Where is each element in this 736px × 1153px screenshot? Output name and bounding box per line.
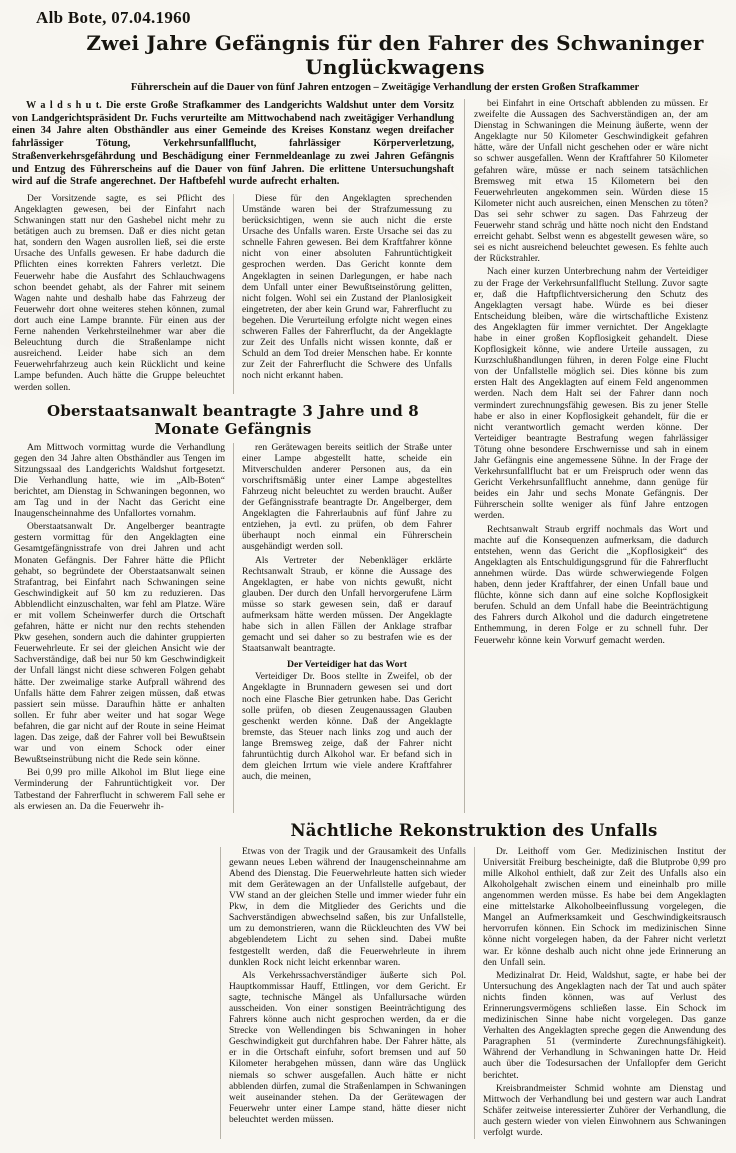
main-headline: Zwei Jahre Gefängnis für den Fahrer des Schwaninger Unglückwagens (86, 31, 704, 79)
column-1 (12, 194, 233, 394)
article-paragraph: Rechtsanwalt Straub ergriff nochmals das Wort und machte auf die Konsequenzen aufmerksam, die dadurch entstehen, wenn das Gericht die „Kopflosigkeit“ des Angeklagten als Entschuldigungsgrund für die Fahrerflucht annehmen würde. Das würde schwerwiegende Folgen haben, denn jeder Kraftfahrer, der einen Unfall baue und flüchte, könne sich dann auf eine solche Kopflosigkeit berufen. Schuld an dem Unfall habe die Beeinträchtigung des Fahrers durch Alkohol und die dadurch eingetretene Enthemmung, in deren Folge er zu schnell fuhr. Der Feuerwehr könne kein Vorwurf gemacht werden. (474, 524, 708, 646)
article-paragraph: Dr. Leithoff vom Ger. Medizinischen Institut der Universität Freiburg bescheinigte, daß die Blutprobe 0,99 pro mille Alkohol enthielt, daß zur Zeit des Unfalls also ein Alkoholgehalt zwischen einem und eineinhalb pro mille angenommen werden müsse. Es habe bei dem Angeklagten eine mittelstarke Alkoholbeeinflussung vorgelegen, die Mangel an Aufmerksamkeit und Geschwindigkeitsrausch hervorrufen können. Ein Schock im medizinischen Sinne könne nicht vorgelegen haben, da der Fahrer nicht verletzt war. Er könne deshalb auch nicht ohne jede Erinnerung an den Unfall sein. (483, 846, 726, 968)
column-1 (12, 443, 233, 813)
article-paragraph: Nach einer kurzen Unterbrechung nahm der Verteidiger zu der Frage der Verkehrsunfallflucht Stellung. Zuvor sagte er, daß die Haftpflichtversicherung den Schutz des Angeklagten versagt habe. Würde es bei dieser Entscheidung bleiben, wäre die wirtschaftliche Existenz des Angeklagten für immer vernichtet. Der Angeklagte habe in einer großen Kopflosigkeit gehandelt. Diese Kopflosigkeit könne, wie andere Urteile aussagen, zu Kurzschlußhandlungen führen, in deren Folge eine Flucht von der Unfallstelle möglich sei. Dies könne bis zum ersten Halt des Angeklagten auf einem Feld angenommen werden. Nach dem Halt sei der Fahrer dann noch vermindert zurechnungsfähig gewesen. Bis zu jener Stelle habe er also in einer Kopflosigkeit gehandelt, für die er nicht verantwortlich gemacht werden könne. Der Verteidiger beantragte Bestrafung wegen fahrlässiger Tötung ohne besondere Erschwernisse und sah in einem Jahr Gefängnis eine angemessene Sühne. In der Frage der Verkehrsunfallflucht bat er um Freispruch oder wenn das Gericht Verkehrsunfallflucht annehme, dann genüge für beides ein Jahr und sechs Monate Gefängnis. Der Führerschein sollte weniger als fünf Jahre entzogen werden. (474, 267, 708, 522)
bottom-column-2 (474, 847, 728, 1139)
bottom-column-pair (220, 847, 728, 1139)
article-paragraph: Oberstaatsanwalt Dr. Angelberger beantragte gestern vormittag für den Angeklagten eine Gesamtgefängnisstrafe von drei Jahren und acht Monaten Gefängnis. Der Fahrer hätte die Pflicht gehabt, so begründete der Oberstaatsanwalt seinen Strafantrag, bei Einfahrt nach Schwaningen seine Geschwindigkeit auf 50 km zu reduzieren. Das Abblendlicht einzuschalten, war fehl am Platze. Wäre er mit vollem Scheinwerfer durch die Ortschaft gefahren, hätte er nicht nur den rechts stehenden Pkw gesehen, sondern auch die dahinter gruppierten Feuerwehrleute. Er sei der gleichen Ansicht wie der Sachverständige, daß bei nur 50 km Geschwindigkeit der Unfall längst nicht diese schweren Folgen gehabt hätte. Der zweimalige starke Aufprall während des Unfalls hätte dem Fahrer zeigen müssen, daß etwas passiert sein müsse. Daraufhin hätte er anhalten sollen. Er fuhr aber weiter und hat sogar Wege befahren, die gar nicht auf der Route in seine Heimat lagen. Das zeige, daß der Fahrer voll bei Bewußtsein war und von einem Schock oder einer Bewußtseinstrübung nicht die Rede sein könne. (14, 522, 225, 766)
sub-section-headline-defender: Der Verteidiger hat das Wort (286, 659, 407, 671)
article-paragraph: Diese für den Angeklagten sprechenden Umstände waren bei der Strafzumessung zu berücksichtigen, wenn sie auch nicht die erste Ursache des Unfalls waren. Erste Ursache sei das zu schnelle Fahren gewesen. Bei dem Kraftfahrer könne nicht von einer absoluten Fahruntüchtigkeit gesprochen werden. Das Gericht konnte dem Angeklagten in seinen Darlegungen, er habe nach dem Unfall unter einer Bewußtseinstörung gelitten, nicht folgen. Wohl sei ein Zustand der Planlosigkeit eingetreten, der aber kein Grund war, Fahrerflucht zu begehen. Die Verurteilung erfolgte nicht wegen eines schweren Falles der Fahrerflucht, da der Angeklagte zur Zeit des Unfalls nicht wissen konnte, daß er Schuld an dem Tod dreier Menschen habe. Er konnte zur Zeit der Fahrerflucht die Schwere des Unfalls noch nicht erkannt haben. (242, 193, 452, 382)
lead-paragraph: W a l d s h u t. Die erste Große Strafkammer des Landgerichts Waldshut unter dem Vorsitz von Landgerichtspräsident Dr. Fuchs verurteilte am Mittwochabend nach zweitägiger Verhandlung einen 34 Jahre alten Obsthändler aus einer Gemeinde des Kreises Konstanz wegen dreifacher fahrlässiger Tötung, Verkehrsunfallflucht, fahrlässiger Körperverletzung, Straßenverkehrsgefährdung und Beschädigung einer Fernmeldeanlage zu zwei Jahren Gefängnis und Entzug des Führerscheins auf die Dauer von fünf Jahren. Die erlittene Untersuchungshaft wird auf die Strafe angerechnet. Der Haftbefehl wurde aufrecht erhalten. (12, 100, 454, 188)
article-paragraph: Etwas von der Tragik und der Grausamkeit des Unfalls gewann neues Leben während der Inaugenscheinnahme am Abend des Dienstag. Die Feuerwehrleute hatten sich wieder mit dem Gerätewagen an der Unfallstelle aufgebaut, der VW stand an der gleichen Stelle und immer wieder fuhr ein Pkw, in dem die Mitglieder des Gerichts und die Sachverständigen abwechselnd saßen, bis zur Unfallstelle, um zu demonstrieren, wann die Rückleuchten des VW bei abgeblendetem Licht zu sehen sind. Dabei mußte festgestellt werden, daß die Feuerwehrleute in ihrem dunklen Rock nicht leicht erkennbar waren. (229, 846, 466, 968)
article-paragraph: bei Einfahrt in eine Ortschaft abblenden zu müssen. Er zweifelte die Aussagen des Sachverständigen an, der am Dienstag in Schwaningen die Meinung äußerte, wenn der Angeklagte nur 50 Kilometer Geschwindigkeit gefahren hätte, wäre der Unfall nicht geschehen oder er wäre nicht so schwer ausgefallen. Wenn der Kraftfahrer 50 Kilometer gefahren wäre, müsse er nach seinem tatsächlichen Bremsweg mit etwa 15 Kilometern bei den Feuerwehrleuten angekommen sein. Würden diese 15 Kilometer nicht auch ausreichen, einen Menschen zu töten? Das sei sehr schwer zu sagen. Das Fahrzeug der Feuerwehr stand schräg und hätte noch nicht den Endstand erreicht gehabt. Selbst wenn es abgestellt gewesen wäre, so sei es nicht ausreichend beleuchtet gewesen. Es fehlte auch der Rückstrahler. (474, 99, 708, 265)
dateline: Alb Bote, 07.04.1960 (36, 8, 191, 27)
column-2 (233, 443, 454, 813)
article-paragraph: Kreisbrandmeister Schmid wohnte am Dienstag und Mittwoch der Verhandlung bei und gestern war auch Landrat Schäfer zeitweise interessierter Zuhörer der Verhandlung, die auch gestern wieder von vielen Einwohnern aus Schwaningen verfolgt wurde. (483, 1083, 726, 1139)
article-paragraph: Medizinalrat Dr. Heid, Waldshut, sagte, er habe bei der Untersuchung des Angeklagten nach der Tat und auch später nichts finden können, was auf Verlust des Erinnerungsvermögens schließen lasse. Ein Schock im medizinischen Sinne habe nicht vorgelegen. Das ganze Verhalten des Angeklagten spreche gegen die Anwendung des Paragraphen 51 (verminderte Zurechnungsfähigkeit). Während der Verhandlung in Schwaningen hatte Dr. Heid auch über die Todesursachen der Unfallopfer dem Gericht berichtet. (483, 970, 726, 1081)
article-paragraph: Verteidiger Dr. Boos stellte in Zweifel, ob der Angeklagte in Brunnadern gewesen sei und dort noch eine Flasche Bier getrunken habe. Das Gericht solle prüfen, ob diesen Zeugenaussagen Glauben geschenkt werden könne. Daß der Angeklagte bremste, das Steuer nach links zog und auch der lange Bremsweg zeige, daß der Fahrer nicht fahruntüchtig durch Alkohol war. Er befand sich in dem gleichen Irrtum wie viele andere Kraftfahrer auch, die meinen, (242, 672, 452, 783)
column-pair-1 (12, 194, 454, 394)
section-headline-prosecutor: Oberstaatsanwalt beantragte 3 Jahre und 8 Monate Gefängnis (47, 401, 419, 438)
article-paragraph: Am Mittwoch vormittag wurde die Verhandlung gegen den 34 Jahre alten Obsthändler aus Tengen im Sitzungssaal des Landgerichts Waldshut fortgesetzt. Die Verhandlung hatte, wie im „Alb-Boten“ berichtet, am Dienstag in Schwaningen begonnen, wo am Tag und in der Nacht das Gericht eine Inaugenscheinnahme des Unfallortes vornahm. (14, 442, 225, 520)
column-3 (464, 99, 708, 813)
article-paragraph: Der Vorsitzende sagte, es sei Pflicht des Angeklagten gewesen, bei der Einfahrt nach Schwaningen statt nur den Gashebel nicht mehr zu betätigen auch zu bremsen. Daß er dies nicht getan hat, sondern den Wagen ausrollen ließ, sei die erste Ursache des Unfalls gewesen. Er habe dadurch die Pflichten eines korrekten Fahrers verletzt. Die Feuerwehr habe die Ausfahrt des Schlauchwagens schon beendet gehabt, als der Fahrer mit seinem Wagen nahte und deshalb habe das Fahrzeug der Feuerwehr dort ohne weiteres stehen können, zumal dort auch eine Lampe brannte. Für einen aus der Ferne nahenden Verkehrsteilnehmer war aber die Beleuchtung durch die Straßenlampe nicht ausreichend. Leider habe sich an dem Feuerwehrfahrzeug auch kein Rücklicht und keine Lampe befunden. Auch hätte die Gruppe beleuchtet werden sollen. (14, 193, 225, 393)
sub-headline: Führerschein auf die Dauer von fünf Jahren entzogen – Zweitägige Verhandlung der ersten Großen Strafkammer (130, 82, 640, 93)
column-2 (233, 194, 454, 394)
top-article-zone (12, 99, 728, 813)
bottom-article-zone (220, 821, 728, 1139)
article-paragraph: Als Vertreter der Nebenkläger erklärte Rechtsanwalt Straub, er könne die Aussage des Angeklagten, er habe von nichts gewußt, nicht glauben. Der durch den Unfall hervorgerufene Lärm müsse so stark gewesen sein, daß er darauf aufmerksam hätte werden müssen. Der Angeklagte habe sich in allen Fällen der Anklage strafbar gemacht und sei daher so zu bestrafen wie es der Staatsanwalt beantragte. (242, 555, 452, 655)
article-paragraph: Bei 0,99 pro mille Alkohol im Blut liege eine Verminderung der Fahruntüchtigkeit vor. Der Tatbestand der Fahrerflucht in schwerem Fall sehe er als erwiesen an. Da die Feuerwehr ih- (14, 768, 225, 812)
section-headline-reconstruction: Nächtliche Rekonstruktion des Unfalls (290, 820, 658, 840)
left-two-column-area (12, 99, 464, 813)
bottom-column-1 (220, 847, 474, 1139)
article-paragraph: Als Verkehrssachverständiger äußerte sich Pol. Hauptkommissar Hauff, Ettlingen, vor dem Gericht. Er sagte, technische Mängel als Unfallursache würden ausscheiden. Von einer sonstigen Beeinträchtigung des Fahrers könne auch nicht gesprochen werden, da er die Strecke von Wellendingen bis Schwaningen in hoher Geschwindigkeit gut durchfahren habe. Der Fahrer hätte, als er in die Ortschaft einfuhr, sofort bremsen und auf 50 Kilometer herabgehen müssen, dann wäre das Unglück niemals so schwer ausgefallen. Auch hätte er nicht abblenden dürfen, zumal die Straßenlampen in Schwaningen weit auseinander stehen. Da der Gerätewagen der Feuerwehr unter einer Lampe stand, hätte dieser nicht beleuchtet werden müssen. (229, 970, 466, 1125)
article-paragraph: ren Gerätewagen bereits seitlich der Straße unter einer Lampe abgestellt hatte, scheide ein Mitverschulden anderer Personen aus, da ein vorschriftsmäßig unter einer Lampe abgestelltes Fahrzeug nicht beleuchtet zu werden braucht. Außer der Gefängnisstrafe beantragte Dr. Angelberger, dem Angeklagten die Fahrerlaubnis auf fünf Jahre zu entziehen, ja evtl. zu prüfen, ob dem Fahrer überhaupt noch einmal ein Führerschein ausgehändigt werden soll. (242, 442, 452, 553)
column-pair-2 (12, 443, 454, 813)
masthead (12, 6, 728, 93)
